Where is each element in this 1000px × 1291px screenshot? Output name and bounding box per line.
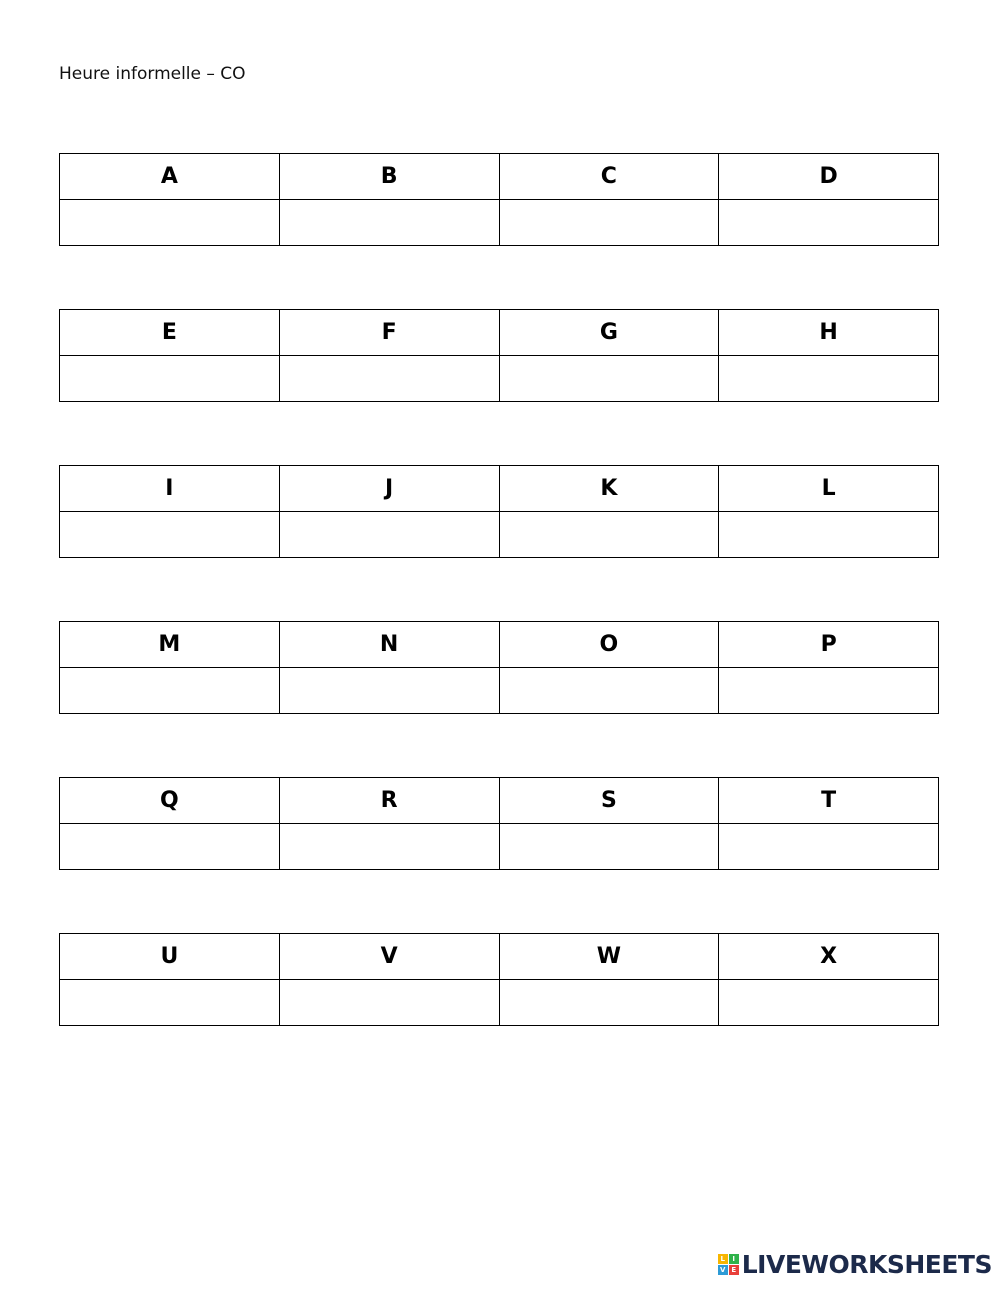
answer-field[interactable] — [60, 668, 280, 714]
answer-field[interactable] — [499, 980, 719, 1026]
logo-mark-tile: E — [729, 1265, 739, 1275]
logo-mark-tile: V — [718, 1265, 728, 1275]
answer-field[interactable] — [279, 824, 499, 870]
letter-cell: G — [499, 310, 719, 356]
letter-cell: A — [60, 154, 280, 200]
answer-field[interactable] — [719, 200, 939, 246]
letter-cell: U — [60, 934, 280, 980]
answer-row — [60, 512, 939, 558]
letter-cell: J — [279, 466, 499, 512]
letter-cell: H — [719, 310, 939, 356]
answer-field[interactable] — [499, 512, 719, 558]
answer-field[interactable] — [60, 824, 280, 870]
letter-row — [60, 934, 939, 980]
answer-row — [60, 356, 939, 402]
answer-field[interactable] — [279, 980, 499, 1026]
answer-field[interactable] — [60, 356, 280, 402]
letter-table-2 — [59, 309, 939, 402]
logo-mark-tile: I — [729, 1254, 739, 1264]
logo-mark-icon — [718, 1254, 739, 1275]
answer-field[interactable] — [499, 356, 719, 402]
letter-cell: K — [499, 466, 719, 512]
letter-cell: D — [719, 154, 939, 200]
letter-table-4 — [59, 621, 939, 714]
answer-field[interactable] — [279, 200, 499, 246]
answer-field[interactable] — [60, 200, 280, 246]
letter-cell: N — [279, 622, 499, 668]
letter-cell: B — [279, 154, 499, 200]
letter-cell: E — [60, 310, 280, 356]
letter-row — [60, 154, 939, 200]
letter-cell: I — [60, 466, 280, 512]
answer-field[interactable] — [60, 980, 280, 1026]
letter-cell: R — [279, 778, 499, 824]
page-title: Heure informelle – CO — [59, 64, 246, 84]
letter-table-3 — [59, 465, 939, 558]
letter-row — [60, 466, 939, 512]
answer-field[interactable] — [499, 824, 719, 870]
letter-cell: T — [719, 778, 939, 824]
logo-text: LIVEWORKSHEETS — [741, 1250, 992, 1279]
answer-row — [60, 668, 939, 714]
answer-row — [60, 200, 939, 246]
answer-field[interactable] — [719, 512, 939, 558]
letter-row — [60, 622, 939, 668]
liveworksheets-logo — [718, 1252, 992, 1277]
answer-field[interactable] — [719, 356, 939, 402]
letter-row — [60, 778, 939, 824]
answer-field[interactable] — [60, 512, 280, 558]
letter-cell: L — [719, 466, 939, 512]
answer-field[interactable] — [279, 668, 499, 714]
letter-table-1 — [59, 153, 939, 246]
letter-cell: V — [279, 934, 499, 980]
letter-table-6 — [59, 933, 939, 1026]
answer-field[interactable] — [719, 980, 939, 1026]
letter-row — [60, 310, 939, 356]
letter-cell: X — [719, 934, 939, 980]
letter-cell: Q — [60, 778, 280, 824]
answer-field[interactable] — [719, 824, 939, 870]
answer-field[interactable] — [719, 668, 939, 714]
letter-cell: P — [719, 622, 939, 668]
answer-field[interactable] — [279, 512, 499, 558]
answer-field[interactable] — [499, 668, 719, 714]
answer-field[interactable] — [499, 200, 719, 246]
letter-cell: W — [499, 934, 719, 980]
letter-cell: S — [499, 778, 719, 824]
letter-cell: F — [279, 310, 499, 356]
logo-mark-tile: L — [718, 1254, 728, 1264]
letter-table-5 — [59, 777, 939, 870]
answer-row — [60, 980, 939, 1026]
letter-cell: O — [499, 622, 719, 668]
answer-row — [60, 824, 939, 870]
answer-field[interactable] — [279, 356, 499, 402]
letter-cell: C — [499, 154, 719, 200]
letter-cell: M — [60, 622, 280, 668]
